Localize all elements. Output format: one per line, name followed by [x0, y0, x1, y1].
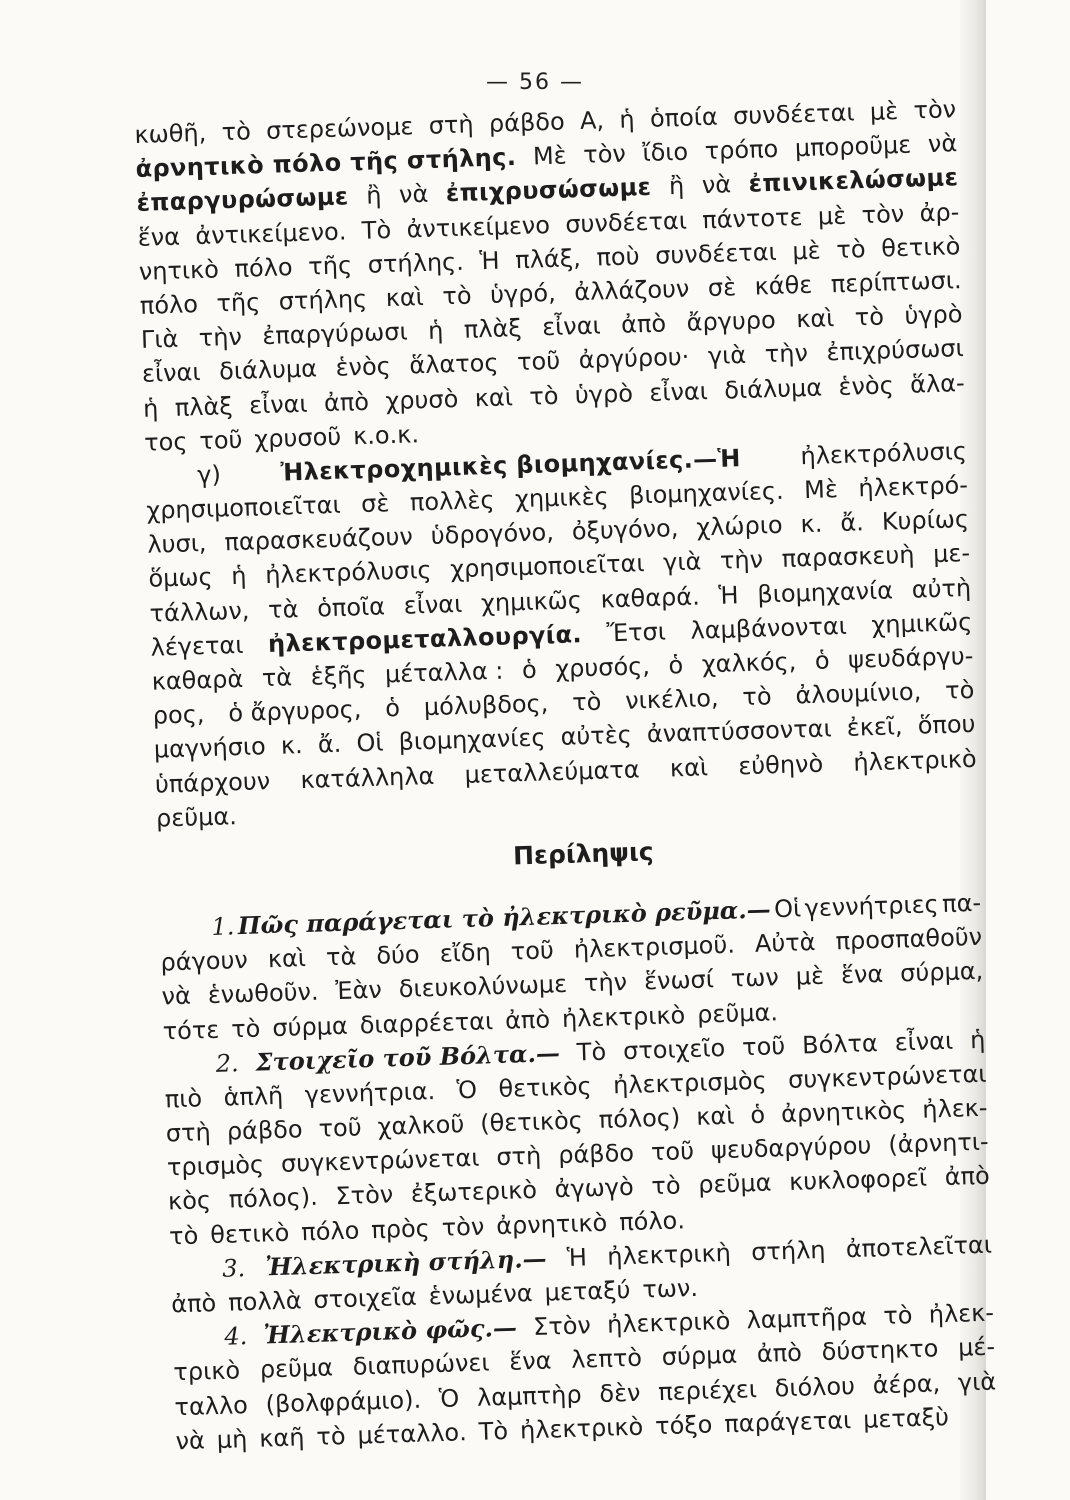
word: στερεώνομε — [265, 112, 414, 145]
word: ἢ — [668, 172, 685, 201]
page-number: — 56 — — [486, 70, 584, 95]
word: τρισμὸς — [166, 1150, 265, 1182]
word: τὸ — [441, 281, 472, 311]
word: ἕνωσί — [643, 965, 715, 996]
word: κυκλοφορεῖ — [788, 1164, 928, 1197]
word: τὸ — [741, 682, 772, 712]
word: ἕνα — [840, 960, 884, 990]
word: γιὰ — [957, 1367, 997, 1397]
word: σύρμα, — [899, 957, 984, 988]
word: χαλκός, — [701, 647, 797, 679]
word: ἑξῆς — [310, 660, 367, 691]
word: λεπτὸ — [570, 1344, 643, 1375]
word: Στὸν — [335, 1180, 394, 1211]
word: μὴ — [216, 1424, 248, 1454]
word: Ἐὰν — [335, 975, 383, 1006]
word: εἴδη — [439, 938, 492, 968]
word: εἶναι — [248, 389, 308, 420]
word: ράγουν — [160, 945, 249, 977]
word: ἀντικείμενο — [406, 210, 551, 244]
word: ὁ — [668, 651, 684, 680]
word: χρησιμοποιεῖται — [449, 549, 645, 584]
word: συνδέεται — [654, 237, 778, 270]
word: πόλο — [234, 252, 293, 283]
word: (θετικὸς — [479, 1106, 584, 1138]
word: τὸ — [168, 1221, 199, 1251]
word: τὴν — [719, 545, 764, 576]
word: ὑγρὸ — [574, 378, 634, 409]
word: ἀπὸ — [620, 309, 667, 339]
word: καθαρὰ — [151, 664, 244, 696]
word: κ.ο.κ. — [352, 419, 420, 450]
word: (ἀρνητι- — [887, 1127, 989, 1160]
word: ὅπου — [917, 710, 976, 741]
word: ἕνα — [137, 222, 181, 252]
word: περίπτωσι. — [830, 266, 962, 299]
word: ρεῦμα. — [696, 997, 779, 1029]
word: θετικὸ — [880, 231, 961, 263]
word: ἡ — [618, 105, 636, 134]
word: τότε — [162, 1015, 220, 1046]
word: τὰ — [267, 594, 299, 624]
word: τὸν — [582, 139, 627, 170]
word: σὲ — [360, 489, 390, 519]
word: τὴν — [764, 339, 809, 369]
word: ἠλεκ- — [921, 1093, 988, 1124]
word: τοῦ — [318, 1113, 363, 1143]
word: ἐπιχρύσωσι — [826, 334, 965, 367]
word: Ἔτσι — [606, 617, 667, 648]
word: ράβδο — [226, 1115, 303, 1146]
word: ψευδάργυ- — [847, 641, 974, 674]
word: ἀέρα, — [872, 1368, 941, 1399]
word: πόλο — [300, 1216, 360, 1246]
word: λυσι, — [146, 529, 207, 560]
word: τοῦ — [510, 936, 555, 966]
word: μποροῦμε — [794, 130, 912, 163]
word: ἠλεκτρικὸ — [561, 1000, 686, 1033]
word: στὴ — [428, 110, 474, 140]
word: στὴ — [165, 1118, 212, 1148]
word: ἐξωτερικὸ — [410, 1176, 538, 1209]
word: ἐπαργύρωσι — [261, 317, 409, 351]
word: ἡ — [969, 1025, 986, 1054]
word: διάλυμα — [723, 373, 823, 405]
word: ὑγρὸ — [904, 300, 963, 331]
word: γιὰ — [707, 341, 747, 371]
word: ἅλα- — [909, 368, 966, 399]
word: μεταλλεύματα — [464, 755, 641, 789]
word: ἀναπτύσσονται — [646, 714, 833, 749]
word: ἠλεκτρικὸ — [852, 744, 977, 777]
word: νητικὸ — [138, 255, 220, 286]
word: Α, — [579, 106, 605, 135]
word: ἐπαργυρώσωμε — [136, 182, 350, 218]
word: πόλο — [139, 290, 199, 320]
word: πλάξ, — [514, 243, 582, 274]
word: ὑγρό, — [489, 278, 557, 309]
word: τὸν — [861, 199, 905, 229]
word: πόλος). — [228, 1183, 319, 1214]
word: στήλης. — [367, 247, 465, 279]
word: Στὸν — [532, 1311, 592, 1342]
word: δύο — [375, 940, 421, 970]
word: τὸ — [882, 1301, 913, 1331]
word: ὑδρογόνο, — [430, 518, 555, 551]
word: μέταλλο. — [357, 1417, 468, 1450]
summary-heading: Περίληψις — [512, 836, 655, 871]
word: ἀρ- — [919, 197, 960, 227]
word: μόλυβδος, — [423, 689, 549, 722]
word: ὁ — [814, 646, 830, 675]
word: ὁποῖα — [316, 591, 386, 623]
word: εἶναι — [648, 376, 709, 407]
word: στὴ — [495, 1141, 542, 1172]
word: βιομηχανία — [756, 576, 894, 609]
word: γιὰ — [662, 547, 702, 578]
word: μεταξύ — [544, 1275, 631, 1307]
page-body — [134, 92, 998, 1458]
word: δύστηκτο — [821, 1334, 939, 1367]
word: τρόπο — [704, 134, 779, 166]
word: ἀπὸ — [756, 1339, 803, 1369]
word: Ἠλεκτροχημικὲς βιομηχανίες.—Ἡ — [280, 443, 742, 487]
word: στήλη — [750, 1235, 826, 1266]
word: ρεῦμα. — [155, 801, 238, 833]
word: τὸ — [230, 1013, 261, 1043]
word: καὶ — [669, 752, 709, 783]
word: εἶναι — [541, 311, 602, 342]
word: τὸ — [944, 676, 975, 705]
word: Γιὰ — [140, 324, 179, 355]
word: ἡ — [230, 562, 247, 591]
word: τὰ — [261, 663, 293, 693]
word: τόξο — [654, 1410, 713, 1441]
word: χρυσοῦ — [253, 422, 342, 454]
word: ὀξυγόνο, — [571, 514, 679, 546]
word: ἀρνητικὸ πόλο τῆς στήλης. — [135, 143, 517, 184]
word: πιὸ — [164, 1084, 203, 1114]
word: ἠλεκτρόλυσις — [264, 556, 432, 590]
word: χημικῶς — [871, 607, 973, 639]
word: 2. — [215, 1048, 240, 1078]
word: μὲ — [795, 962, 825, 991]
word: ἠλεκτρισμὸς — [612, 1066, 768, 1100]
word: νικέλιο, — [624, 684, 719, 716]
word: κάθε — [754, 270, 813, 301]
word: παρασκευάζουν — [224, 522, 414, 557]
word: γ) — [196, 460, 222, 490]
word: ράβδο — [488, 107, 566, 138]
word: ὁ — [521, 655, 538, 685]
word: καῆ — [258, 1423, 305, 1453]
word: συγκεντρώνεται — [280, 1143, 480, 1179]
word: (βολφράμιο). — [265, 1385, 422, 1419]
word: κ. — [800, 509, 823, 539]
word: ἐπιχρυσώσωμε — [445, 173, 652, 208]
word: χαλκοῦ — [377, 1110, 465, 1141]
word: ἄ. — [839, 508, 865, 538]
word: τοῦ — [198, 425, 243, 455]
word: στοιχεῖο — [622, 1033, 726, 1065]
word: Αὐτὰ — [754, 928, 816, 959]
word: κ. — [280, 731, 304, 761]
word: θετικὸς — [498, 1071, 593, 1103]
word: ποὺ — [596, 241, 640, 272]
word: καὶ — [385, 282, 425, 313]
word: Τὸ — [361, 215, 392, 245]
word: ἠλεκτρό- — [857, 471, 969, 503]
word: ἑνωθοῦν. — [207, 977, 319, 1010]
word: πόλο. — [618, 1205, 686, 1236]
word: πλὰξ — [463, 314, 523, 344]
word: χημικὲς — [514, 482, 610, 514]
word: θετικὸ — [209, 1218, 290, 1249]
word: χημικῶς — [480, 585, 583, 617]
word: τῆς — [216, 288, 261, 318]
word: χρυσὸ — [384, 384, 459, 415]
word: ὅμως — [148, 563, 214, 594]
word: γεννήτρια. — [304, 1076, 436, 1109]
word: τῆς — [307, 250, 353, 281]
word: τὴν — [583, 968, 628, 998]
word: λαμβάνονται — [690, 611, 848, 645]
word: ἀργύρου· — [578, 342, 690, 375]
word: ἀρνητικὸς — [780, 1096, 907, 1129]
summary-text — [159, 886, 998, 1459]
word: ἀλλάζουν — [573, 274, 690, 307]
word: διάλυμα — [218, 354, 318, 386]
word: Οἱ — [773, 894, 802, 924]
word: Κυρίως — [881, 505, 970, 536]
word: ἑνὸς — [838, 370, 895, 401]
word: καὶ — [795, 304, 835, 334]
word: τὸ — [571, 687, 602, 717]
word: των. — [641, 1273, 699, 1304]
word: καὶ — [474, 382, 514, 412]
word: ἕνα — [508, 1346, 552, 1377]
word: τοῦ — [650, 1137, 695, 1167]
word: βιομηχανίες. — [628, 476, 785, 510]
word: μὲ — [869, 97, 899, 126]
word: αὐτὲς — [560, 721, 633, 752]
word: Ἡ — [566, 1243, 588, 1272]
word: συνδέεται — [732, 98, 855, 131]
word: ἐπινικελώσωμε — [748, 163, 959, 199]
word: τὸ — [528, 381, 559, 411]
word: ἀπὸ — [170, 1289, 217, 1319]
word: πολλὲς — [409, 485, 495, 517]
word: τοῦ — [516, 347, 561, 377]
word: Ὁ — [456, 1075, 478, 1105]
word: τος — [143, 427, 188, 457]
word: 3. — [221, 1253, 246, 1283]
word: ἀπὸ — [504, 1004, 551, 1035]
word: τρικὸ — [172, 1356, 241, 1387]
word: των — [730, 963, 780, 993]
word: λέγεται — [150, 630, 244, 662]
word: χρησιμοποιεῖται — [145, 490, 342, 525]
word: διαρρέεται — [359, 1006, 494, 1039]
word: τὸν — [913, 95, 957, 125]
word: λαμπτὴρ — [476, 1380, 583, 1412]
word: ἴδιο — [642, 137, 689, 168]
word: ἡ — [427, 316, 444, 345]
word: 1. — [211, 912, 235, 941]
word: χρυσός, — [554, 652, 651, 684]
word: ἄ. — [317, 730, 342, 759]
word: ὁποία — [649, 102, 719, 133]
word: ψευδαργύρου — [710, 1131, 872, 1165]
word: Ἠλεκτρικὸ φῶς.— — [263, 1312, 518, 1350]
word: νὰ — [398, 180, 429, 210]
word: τάλλων, — [149, 596, 250, 628]
word: κὸς — [167, 1186, 212, 1216]
word: ἁπλῆ — [223, 1081, 284, 1112]
word: νὰ — [175, 1426, 206, 1456]
word: μέταλλα : — [384, 656, 504, 689]
word: σὲ — [707, 273, 737, 302]
word: Οἱ — [356, 728, 384, 758]
word: τὸ — [835, 234, 866, 264]
word: πολλὰ — [227, 1286, 302, 1317]
word: ἑνὸς — [335, 352, 392, 383]
word: παρασκευὴ — [781, 541, 915, 574]
word: τὸν — [441, 1212, 485, 1242]
word: μαγνήσιο — [153, 732, 267, 765]
word: νὰ — [927, 129, 958, 159]
word: στοιχεῖα — [313, 1282, 418, 1314]
word: ἀπὸ — [323, 387, 370, 417]
word: τὸ — [221, 117, 252, 147]
word: ἄργυρο — [686, 306, 777, 337]
word: πάντοτε — [701, 202, 803, 234]
word: ρεῦμα — [259, 1353, 334, 1385]
word: περιέχει — [657, 1374, 758, 1406]
word: ἠλεκτρισμοῦ. — [573, 930, 736, 964]
word: ἑνωμένα — [428, 1279, 534, 1311]
word: συνδέεται — [564, 206, 688, 239]
word: ἠλεκτρόλυσις — [800, 436, 968, 471]
word: ἠλεκτρικὸ — [519, 1412, 644, 1445]
word: εἶναι — [894, 1026, 954, 1057]
word: πρὸς — [370, 1213, 431, 1244]
word: ἠλεκ- — [928, 1298, 995, 1329]
word: τὰ — [325, 942, 357, 972]
word: σύρμα — [661, 1341, 738, 1372]
word: ἀρνητικὸ — [495, 1208, 608, 1240]
word: πα- — [941, 888, 982, 918]
word: Μὲ — [532, 141, 568, 171]
word: διόλου — [774, 1371, 856, 1403]
word: διαπυρώνει — [352, 1348, 490, 1382]
word: με- — [932, 539, 971, 569]
word: βιομηχανίες — [398, 723, 546, 757]
main-text — [134, 92, 978, 835]
word: συγκεντρώνεται — [787, 1059, 987, 1094]
word: Ὁ — [438, 1383, 460, 1413]
word: τὸ — [854, 302, 885, 332]
word: ρος, — [152, 700, 205, 730]
word: ὁ — [384, 694, 401, 723]
word: δὲν — [598, 1378, 641, 1408]
word: πλὰξ — [174, 391, 234, 422]
word: τὸ — [315, 1421, 346, 1451]
word: ὁ — [749, 1100, 766, 1130]
word: Ἠλεκτρικὴ στήλη.— — [264, 1243, 547, 1282]
word: νὰ — [701, 170, 732, 200]
word: διευκολύνωμε — [398, 970, 568, 1004]
word: μὲ — [791, 236, 822, 266]
word: εἶναι — [403, 589, 463, 620]
word: καὶ — [695, 1101, 735, 1131]
word: μὲ — [817, 201, 847, 231]
word: παράγεται — [723, 1405, 852, 1438]
word: ἀγωγὸ — [554, 1173, 635, 1204]
word: εἶναι — [141, 358, 201, 389]
word: Στοιχεῖο τοῦ Βόλτα.— — [255, 1037, 561, 1077]
word: γεννήτριες — [804, 890, 940, 923]
word: Ἡ — [479, 246, 500, 275]
word: ἡ — [142, 393, 159, 423]
word: ἐκεῖ, — [846, 712, 903, 743]
word: ταλλο — [174, 1390, 249, 1421]
word: ἅλατος — [408, 348, 499, 380]
word: ὁ ἄργυρος, — [227, 695, 362, 728]
word: ἠλεκτρομεταλλουργία. — [267, 620, 583, 658]
word: πόλος) — [598, 1103, 681, 1134]
word: Ἡ — [718, 580, 740, 610]
word: Πῶς παράγεται τὸ ἠλεκτρικὸ ρεῦμα.— — [237, 894, 772, 941]
word: τοῦ — [741, 1031, 786, 1062]
word: λαμπτῆρα — [746, 1302, 868, 1335]
word: σύρμα — [271, 1011, 349, 1042]
word: εὐθηνὸ — [737, 749, 824, 780]
word: 4. — [223, 1322, 248, 1351]
word: ἠλεκτρικὴ — [606, 1238, 732, 1271]
word: μέ- — [957, 1332, 996, 1363]
word: ἠλεκτρικὸ — [606, 1307, 731, 1339]
word: ἀντικείμενο. — [194, 216, 347, 250]
word: ἢ — [365, 181, 382, 211]
word: χλώριο — [695, 511, 783, 542]
word: ρεῦμα — [697, 1168, 772, 1200]
word: τὴν — [198, 322, 243, 353]
word: ἀπὸ — [944, 1162, 991, 1192]
word: καθαρά. — [600, 582, 701, 614]
word: Βόλτα — [801, 1028, 879, 1060]
word: Τὸ — [576, 1037, 607, 1067]
word: κατάλληλα — [299, 761, 435, 794]
word: μεταξὺ — [862, 1402, 950, 1434]
word: ράβδο — [557, 1139, 635, 1170]
word: ἀποτελεῖται — [845, 1230, 993, 1264]
word: κωθῆ, — [134, 118, 207, 149]
word: Μὲ — [803, 475, 839, 505]
word: προσπαθοῦν — [835, 922, 983, 956]
word: νὰ — [161, 981, 192, 1011]
word: ἀλουμίνιο, — [795, 677, 922, 710]
word: Τὸ — [478, 1416, 509, 1446]
word: τὸ — [650, 1171, 681, 1201]
word: αὐτὴ — [911, 573, 972, 604]
word: στήλης — [278, 284, 368, 316]
word: καὶ — [267, 944, 307, 974]
word: ὑπάρχουν — [154, 766, 271, 799]
